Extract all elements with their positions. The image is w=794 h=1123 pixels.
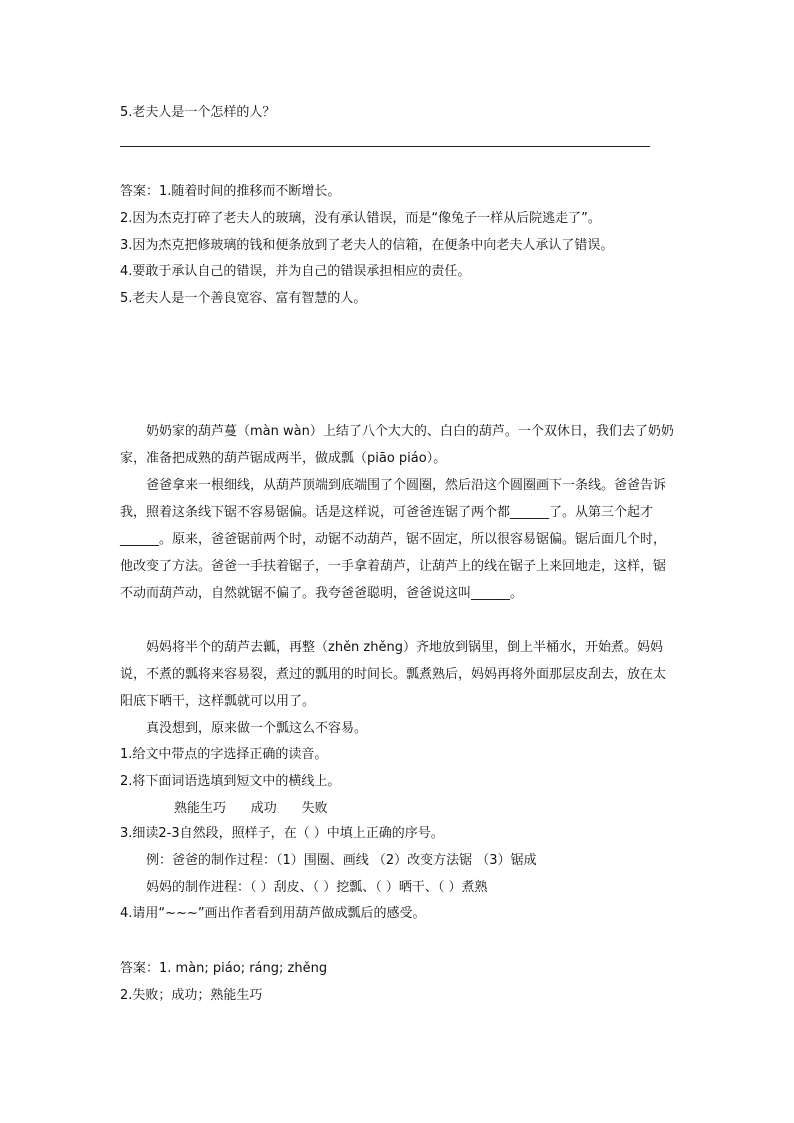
answer-line-1: 答案：1.随着时间的推移而不断增长。 (120, 184, 341, 199)
answer2-line-1: 答案：1. màn; piáo; ráng; zhěng (120, 961, 328, 976)
answer-line-2: 2.因为杰克打碎了老夫人的玻璃，没有承认错误，而是“像兔子一样从后院逃走了”。 (120, 211, 601, 226)
word-bank: 熟能生巧 成功 失败 (174, 801, 328, 816)
question-1: 1.给文中带点的字选择正确的读音。 (120, 747, 328, 762)
passage-paragraph-2: 爸爸拿来一根细线，从葫芦顶端到底端围了个圆圈，然后沿这个圆圈画下一条线。爸爸告诉我，照着这条线下锯不容易锯偏。话是这样说，可爸爸连锯了两个都______了。从第三个起才______。原来，爸爸锯前两个时，动锯不动葫芦，锯不固定，所以很容易锯偏。锯后面几个时，他改变了方法。爸爸一手扶着锯子，一手拿着葫芦，让葫芦上的线在锯子上来回地走，这样，锯不动而葫芦动，自然就锯不偏了。我夸爸爸聪明，爸爸说这叫______。 (120, 478, 667, 601)
passage-paragraph-1: 奶奶家的葫芦蔓（màn wàn）上结了八个大大的、白白的葫芦。一个双休日，我们去了奶奶家，准备把成熟的葫芦锯成两半，做成瓢（piāo piáo）。 (120, 424, 674, 466)
question-2: 2.将下面词语选填到短文中的横线上。 (120, 774, 341, 789)
answer-line-3: 3.因为杰克把修玻璃的钱和便条放到了老夫人的信箱，在便条中向老夫人承认了错误。 (120, 238, 614, 253)
passage-paragraph-4: 真没想到，原来做一个瓢这么不容易。 (146, 721, 368, 736)
question-5: 5.老夫人是一个怎样的人？ (120, 105, 276, 120)
answer-line-5: 5.老夫人是一个善良宽容、富有智慧的人。 (120, 291, 367, 306)
question-4: 4.请用“~~~”画出作者看到用葫芦做成瓢后的感受。 (120, 906, 426, 921)
answer2-line-2: 2.失败；成功；熟能生巧 (120, 988, 263, 1003)
question-3: 3.细读2-3自然段，照样子，在（ ）中填上正确的序号。 (120, 826, 444, 841)
passage-paragraph-3: 妈妈将半个的葫芦去瓤，再整（zhěn zhěng）齐地放到锅里，倒上半桶水，开始煮。妈妈说，不煮的瓢将来容易裂，煮过的瓢用的时间长。瓢煮熟后，妈妈再将外面那层皮刮去，放在太阳底下晒干，这样瓢就可以用了。 (120, 640, 667, 709)
answer-blank-rule (120, 146, 650, 147)
example-dad-process: 例：爸爸的制作过程：（1）围圈、画线 （2）改变方法锯 （3）锯成 (146, 853, 537, 868)
answer-line-4: 4.要敢于承认自己的错误，并为自己的错误承担相应的责任。 (120, 264, 471, 279)
mom-process: 妈妈的制作进程：（ ）刮皮、（ ）挖瓢、（ ）晒干、（ ）煮熟 (146, 880, 488, 895)
